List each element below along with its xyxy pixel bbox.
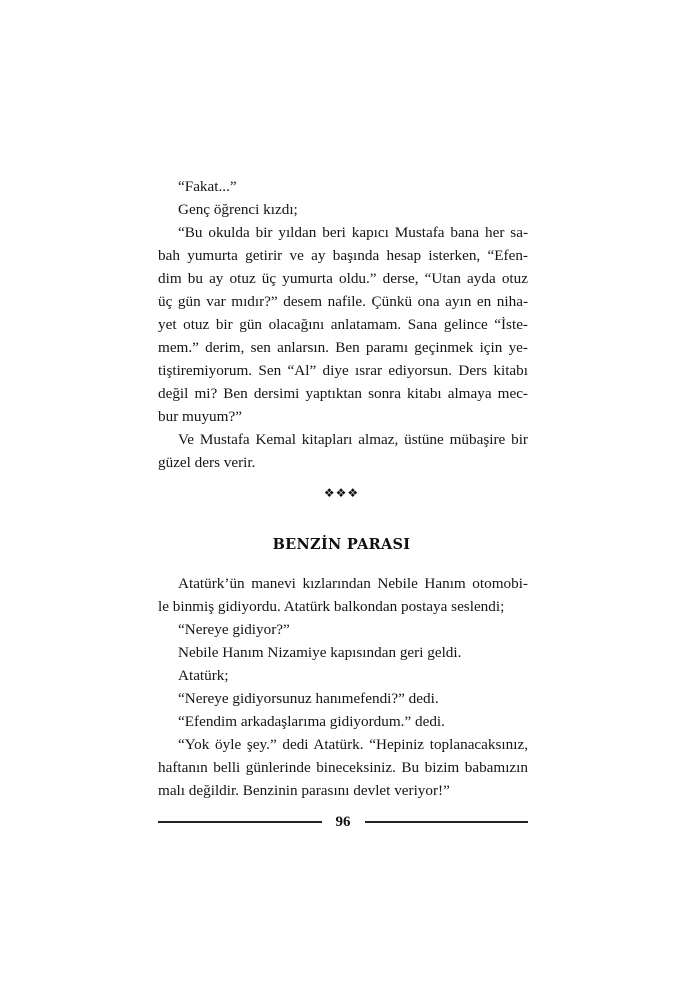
text-line: yet otuz bir gün olacağını anlatamam. Sana gelince “İste- <box>158 316 528 333</box>
text-line: Nebile Hanım Nizamiye kapısından geri geldi. <box>178 644 462 661</box>
text-line: tiştiremiyorum. Sen “Al” diye ısrar ediyorsun. Ders kitabı <box>158 362 528 379</box>
text-line: “Nereye gidiyorsunuz hanımefendi?” dedi. <box>178 690 439 707</box>
section-divider-ornament: ❖❖❖ <box>323 486 360 500</box>
footer-rule-right <box>365 821 529 823</box>
text-line: “Yok öyle şey.” dedi Atatürk. “Hepiniz toplanacaksınız, <box>178 736 528 753</box>
text-line: üç gün var mıdır?” desem nafile. Çünkü ona ayın en niha- <box>158 293 528 310</box>
text-line: Atatürk; <box>178 667 229 684</box>
text-line: dim bu ay otuz üç yumurta oldu.” derse, “Utan ayda otuz <box>158 270 528 287</box>
text-line: bur muyum?” <box>158 408 242 425</box>
page-number: 96 <box>335 813 351 830</box>
text-line: malı değildir. Benzinin parasını devlet veriyor!” <box>158 782 450 799</box>
text-line: Atatürk’ün manevi kızlarından Nebile Hanım otomobi- <box>178 575 528 592</box>
section-heading: BENZİN PARASI <box>272 536 411 553</box>
text-line: mem.” derim, sen anlarsın. Ben paramı geçinmek için ye- <box>158 339 528 356</box>
page-footer <box>158 810 528 834</box>
text-line: güzel ders verir. <box>158 454 256 471</box>
body-text-bottom <box>158 572 528 802</box>
text-line: bah yumurta getirir ve ay başında hesap isterken, “Efen- <box>158 247 528 264</box>
footer-rule-left <box>158 821 322 823</box>
text-line: “Fakat...” <box>178 178 237 195</box>
text-line: “Efendim arkadaşlarıma gidiyordum.” dedi. <box>178 713 445 730</box>
text-line: “Nereye gidiyor?” <box>178 621 290 638</box>
text-line: Genç öğrenci kızdı; <box>178 201 298 218</box>
text-line: haftanın belli günlerinde bineceksiniz. Bu bizim babamızın <box>158 759 528 776</box>
text-line: “Bu okulda bir yıldan beri kapıcı Mustafa bana her sa- <box>178 224 528 241</box>
text-line: le binmiş gidiyordu. Atatürk balkondan postaya seslendi; <box>158 598 505 615</box>
text-line: Ve Mustafa Kemal kitapları almaz, üstüne mübaşire bir <box>178 431 528 448</box>
text-line: değil mi? Ben dersimi yaptıktan sonra kitabı almaya mec- <box>158 385 528 402</box>
body-text-top <box>158 175 528 474</box>
